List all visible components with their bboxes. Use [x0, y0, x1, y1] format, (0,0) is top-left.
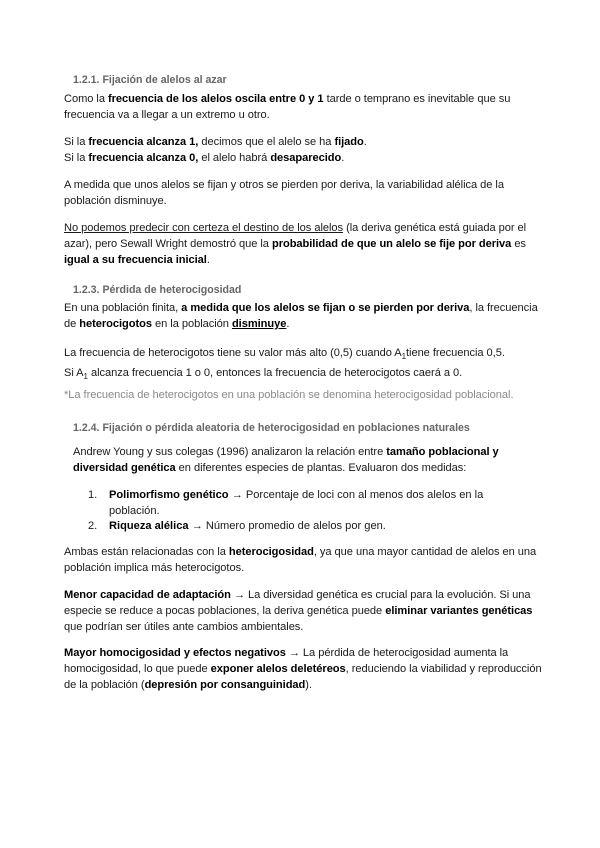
- paragraph-fijado-desaparecido: Si la frecuencia alcanza 1, decimos que el alelo se ha fijado. Si la frecuencia alcanza 0, el alelo habrá desaparecido.: [64, 136, 367, 164]
- paragraph-sewall-wright: No podemos predecir con certeza el destino de los alelos (la deriva genética está guiada por el azar), pero Sewall Wright demostró que la probabilidad de que un alelo se fije por deriva es igual a su frecuencia inicial.: [64, 222, 527, 266]
- paragraph-heterocigosidad-relacion: Ambas están relacionadas con la heterocigosidad, ya que una mayor cantidad de alelos en una población implica más heterocigotos.: [64, 546, 537, 574]
- paragraph-valor-maximo-heterocigotos: La frecuencia de heterocigotos tiene su valor más alto (0,5) cuando $A_1tiene$ frecuencia 0,5. Si $A_1$ alcanza frecuencia 1 o 0, entonces la frecuencia de heterocigotos caerá a 0.: [64, 347, 505, 382]
- note-heterocigosidad-poblacional: *La frecuencia de heterocigotos en una población se denomina heterocigosidad poblacional.: [64, 389, 514, 401]
- section-heading-fijacion-perdida-aleatoria: 1.2.4. Fijación o pérdida aleatoria de heterocigosidad en poblaciones naturales: [73, 422, 470, 434]
- list-item: 1. Polimorfismo genético → Porcentaje de loci con al menos dos alelos en la población.: [88, 489, 484, 517]
- paragraph-andrew-young: Andrew Young y sus colegas (1996) analizaron la relación entre tamaño poblacional y diversidad genética en diferentes especies de plantas. Evaluaron dos medidas:: [73, 446, 499, 474]
- list-item: 2. Riqueza alélica → Número promedio de alelos por gen.: [88, 520, 386, 532]
- paragraph-menor-capacidad-adaptacion: Menor capacidad de adaptación → La diversidad genética es crucial para la evolución. Si una especie se reduce a pocas poblaciones, la deriva genética puede eliminar variantes genéticas que podrían ser útiles ante cambios ambientales.: [64, 589, 533, 633]
- paragraph-mayor-homocigosidad: Mayor homocigosidad y efectos negativos → La pérdida de heterocigosidad aumenta la homocigosidad, lo que puede exponer alelos deletéreos, reduciendo la viabilidad y reproducción de la población (depresión por consanguinidad).: [64, 647, 542, 691]
- paragraph-frecuencia-oscila: Como la frecuencia de los alelos oscila entre 0 y 1 tarde o temprano es inevitable que su frecuencia va a llegar a un extremo u otro.: [64, 93, 511, 121]
- section-heading-fijacion-alelos: 1.2.1. Fijación de alelos al azar: [73, 74, 227, 86]
- paragraph-variabilidad-alelica: A medida que unos alelos se fijan y otros se pierden por deriva, la variabilidad alélica de la población disminuye.: [64, 179, 504, 207]
- section-heading-perdida-heterocigosidad: 1.2.3. Pérdida de heterocigosidad: [73, 284, 242, 296]
- paragraph-poblacion-finita: En una población finita, a medida que los alelos se fijan o se pierden por deriva, la frecuencia de heterocigotos en la población disminuye.: [64, 302, 538, 330]
